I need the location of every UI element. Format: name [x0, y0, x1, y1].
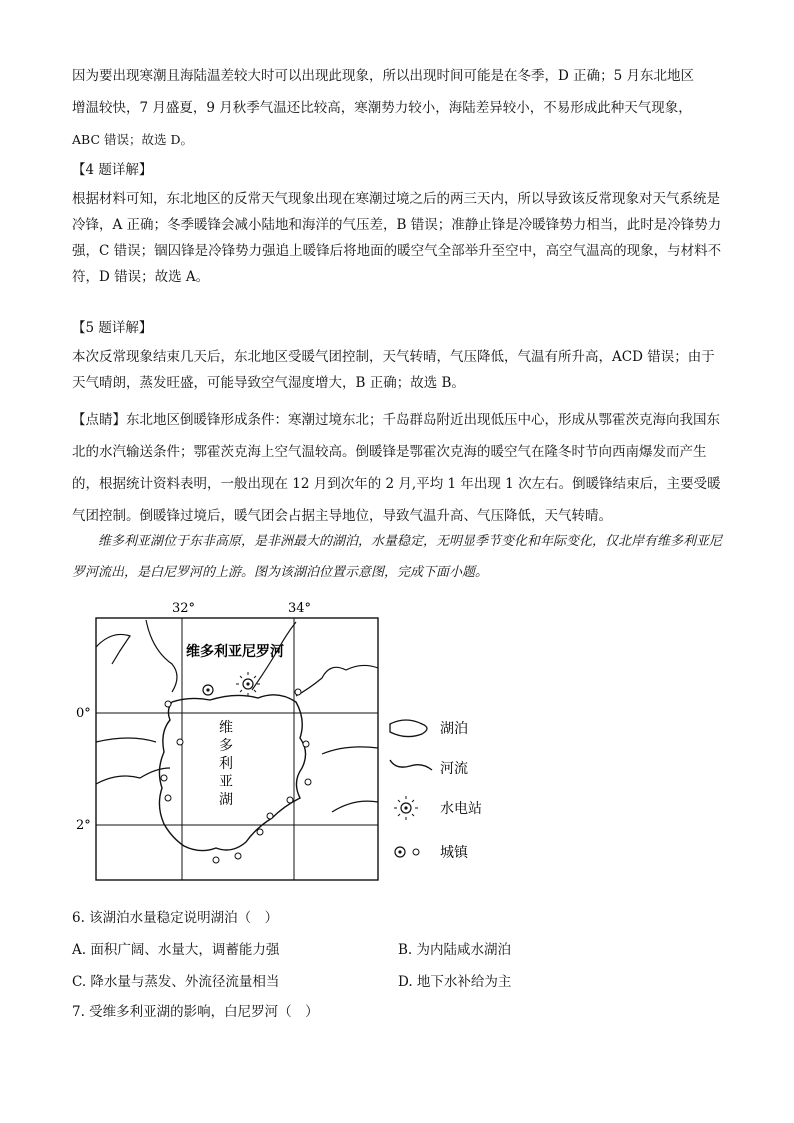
legend-lake-label: 湖泊: [440, 721, 468, 737]
river-stroke: [332, 801, 378, 812]
lake-label-char: 亚: [219, 774, 233, 790]
material-text: 维多利亚湖位于东非高原，是非洲最大的湖泊，水量稳定，无明显季节变化和年际变化，仅北岸有维多利亚尼罗河流出，是白尼罗河的上游。图为该湖泊位置示意图，完成下面小题。: [72, 534, 723, 580]
lake-label-char: 维: [219, 720, 233, 736]
lake-label-char: 多: [219, 738, 233, 754]
river-stroke: [146, 620, 177, 692]
q4-explanation: 根据材料可知，东北地区的反常天气现象出现在寒潮过境之后的两三天内，所以导致该反常现象对天气系统是冷锋，A 正确；冬季暖锋会减小陆地和海洋的气压差，B 错误；准静止锋是冷暖锋势力相当，此时是冷锋势力强，C 错误；锢囚锋是冷锋势力强追上暖锋后将地面的暖空气全部举升至空中，高空气温高的现象，与材料不符，D 错误；故选 A。: [72, 191, 722, 285]
q6-option-c: C. 降水量与蒸发、外流径流量相当: [72, 974, 280, 990]
lake-label-char: 湖: [219, 792, 233, 808]
legend-river-label: 河流: [440, 761, 468, 777]
q6-stem: 6. 该湖泊水量稳定说明湖泊（ ）: [72, 910, 279, 926]
river-name-label: 维多利亚尼罗河: [186, 644, 284, 660]
river-stroke: [96, 634, 130, 664]
text-line: 因为要出现寒潮且海陆温差较大时可以出现此现象，所以出现时间可能是在冬季，D 正确；5 月东北地区: [72, 68, 694, 84]
river-stroke: [96, 738, 156, 742]
town-markers: [161, 689, 311, 863]
lon-label-34: 34°: [288, 601, 312, 616]
legend-hydro-label: 水电站: [440, 801, 482, 817]
capital-town-icon: [203, 685, 213, 695]
tip-text: 东北地区倒暖锋形成条件：寒潮过境东北；千岛群岛附近出现低压中心，形成从鄂霍茨克海向我国东北的水汽输送条件；鄂霍茨克海上空气温较高。倒暖锋是鄂霍次克海的暖空气在隆冬时节向西南爆发而产生的，根据统计资料表明，一般出现在 12 月到次年的 2 月,平均 1 年出现 1 次左右。倒暖锋结束后，主要受暖气团控制。倒暖锋过境后，暖气团会占据主导地位，导致气温升高、气压降低，天气转晴。: [72, 412, 721, 524]
map-legend: [390, 720, 482, 861]
tip-label: 【点睛】: [72, 412, 126, 428]
lake-label-char: 利: [219, 756, 233, 772]
lat-label-2: 2°: [76, 818, 91, 833]
q6-option-a: A. 面积广阔、水量大，调蓄能力强: [72, 942, 280, 958]
q6-option-d: D. 地下水补给为主: [398, 974, 512, 990]
river-stroke: [322, 747, 378, 754]
hydro-legend-icon: [394, 796, 418, 820]
q4-heading: 【4 题详解】: [72, 162, 153, 178]
lon-label-32: 32°: [172, 601, 196, 616]
q5-heading: 【5 题详解】: [72, 320, 153, 336]
river-legend-icon: [390, 760, 432, 770]
town-legend-icon: [395, 847, 419, 857]
text-line: ABC 错误；故选 D。: [72, 132, 193, 147]
river-stroke: [296, 665, 378, 696]
lat-label-0: 0°: [76, 706, 91, 721]
q6-option-b: B. 为内陆咸水湖泊: [398, 942, 512, 958]
lake-location-map: [60, 592, 500, 892]
q7-stem: 7. 受维多利亚湖的影响，白尼罗河（ ）: [72, 1004, 319, 1020]
q5-explanation: 本次反常现象结束几天后，东北地区受暖气团控制，天气转晴，气压降低，气温有所升高，ACD 错误；由于天气晴朗，蒸发旺盛，可能导致空气湿度增大，B 正确；故选 B。: [72, 349, 715, 391]
legend-town-label: 城镇: [440, 845, 468, 861]
lake-legend-icon: [390, 720, 427, 737]
text-line: 增温较快，7 月盛夏，9 月秋季气温还比较高，寒潮势力较小，海陆差异较小，不易形成此种天气现象，: [72, 100, 692, 116]
tip-paragraph: [72, 404, 724, 532]
lake-shoreline: [159, 695, 305, 851]
